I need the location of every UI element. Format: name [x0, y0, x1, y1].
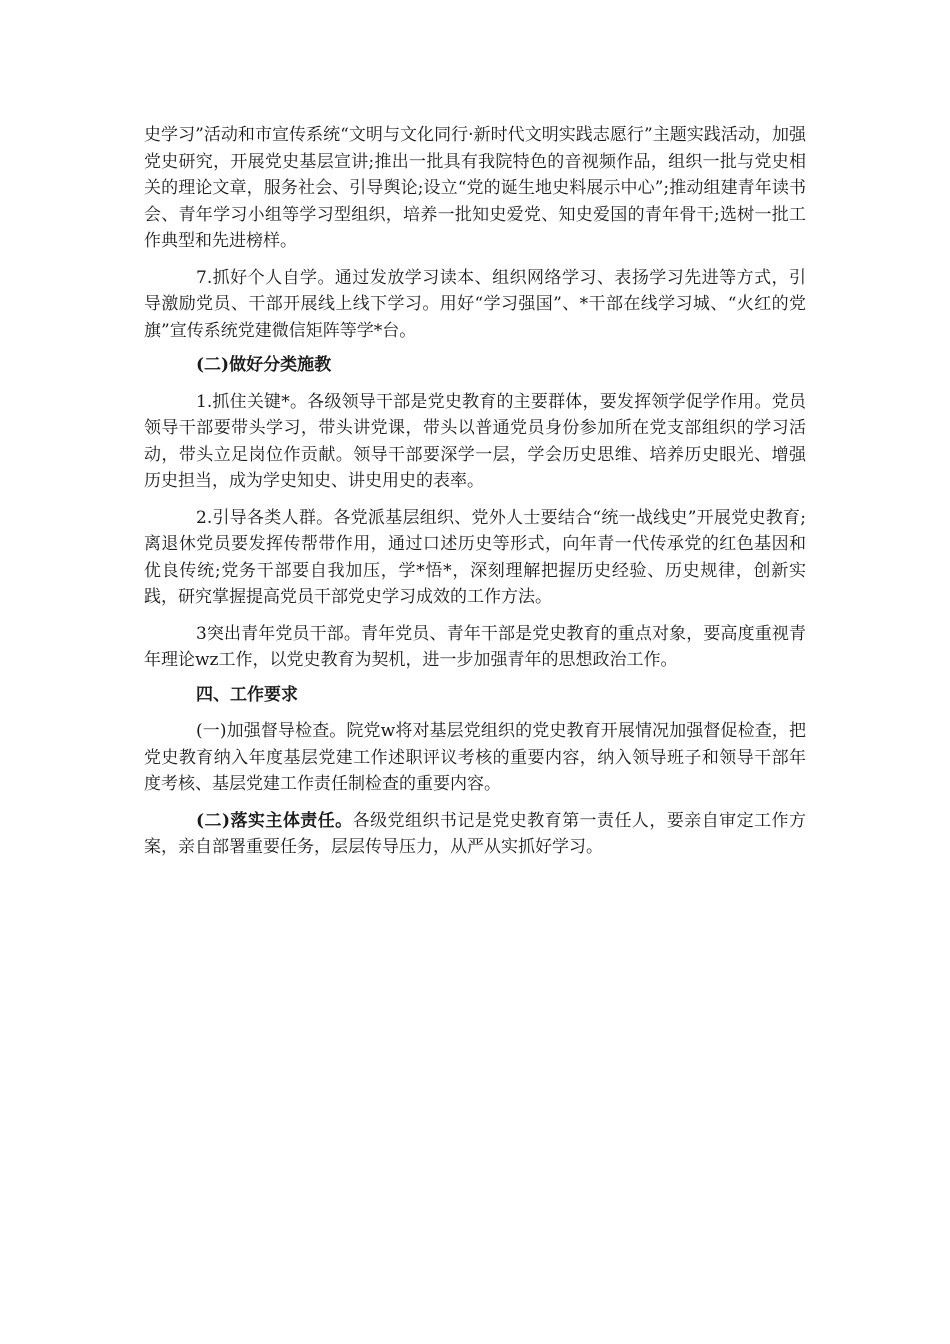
paragraph-main-responsibility — [144, 808, 806, 861]
paragraph-study-activities: 史学习”活动和市宣传系统“文明与文化同行·新时代文明实践志愿行”主题实践活动，加强党史研究，开展党史基层宣讲;推出一批具有我院特色的音视频作品，组织一批与党史相关的理论文章，服务社会、引导舆论;设立“党的诞生地史料展示中心”;推动组建青年读书会、青年学习小组等学习型组织，培养一批知史爱党、知史爱国的青年骨干;选树一批工作典型和先进榜样。 — [144, 125, 806, 251]
paragraph-rest: 各级党组织书记是党史教育第一责任人，要亲自审定工作方案，亲自部署重要任务，层层传导压力，从严从实抓好学习。 — [144, 810, 807, 857]
document-page — [144, 122, 806, 861]
paragraph-young-cadres: 3突出青年党员干部。青年党员、青年干部是党史教育的重点对象，要高度重视青年理论wz工作，以党史教育为契机，进一步加强青年的思想政治工作。 — [144, 623, 806, 670]
section-heading-classified-teaching: (二)做好分类施教 — [196, 355, 332, 375]
paragraph-supervision: (一)加强督导检查。院党w将对基层党组织的党史教育开展情况加强督促检查，把党史教育纳入年度基层党建工作述职评议考核的重要内容，纳入领导班子和领导干部年度考核、基层党建工作责任制检查的重要内容。 — [144, 721, 806, 794]
paragraph-lead-bold: (二)落实主体责任。 — [196, 810, 353, 831]
paragraph-self-study: 7.抓好个人自学。通过发放学习读本、组织网络学习、表扬学习先进等方式，引导激励党员、干部开展线上线下学习。用好“学习强国”、*干部在线学习城、“火红的党旗”宣传系统党建微信矩阵等学*台。 — [144, 267, 806, 341]
paragraph-key-leaders: 1.抓住关键*。各级领导干部是党史教育的主要群体，要发挥领学促学作用。党员领导干部要带头学习，带头讲党课，带头以普通党员身份参加所在党支部组织的学习活动，带头立足岗位作贡献。领导干部要深学一层，学会历史思维、培养历史眼光、增强历史担当，成为学史知史、讲史用史的表率。 — [144, 391, 806, 491]
paragraph-guide-groups: 2.引导各类人群。各党派基层组织、党外人士要结合“统一战线史”开展党史教育;离退休党员要发挥传帮带作用，通过口述历史等形式，向年青一代传承党的红色基因和优良传统;党务干部要自我加压，学*悟*，深刻理解把握历史经验、历史规律，创新实践，研究掌握提高党员干部党史学习成效的工作方法。 — [144, 507, 806, 607]
section-heading-work-requirements: 四、工作要求 — [196, 684, 298, 705]
